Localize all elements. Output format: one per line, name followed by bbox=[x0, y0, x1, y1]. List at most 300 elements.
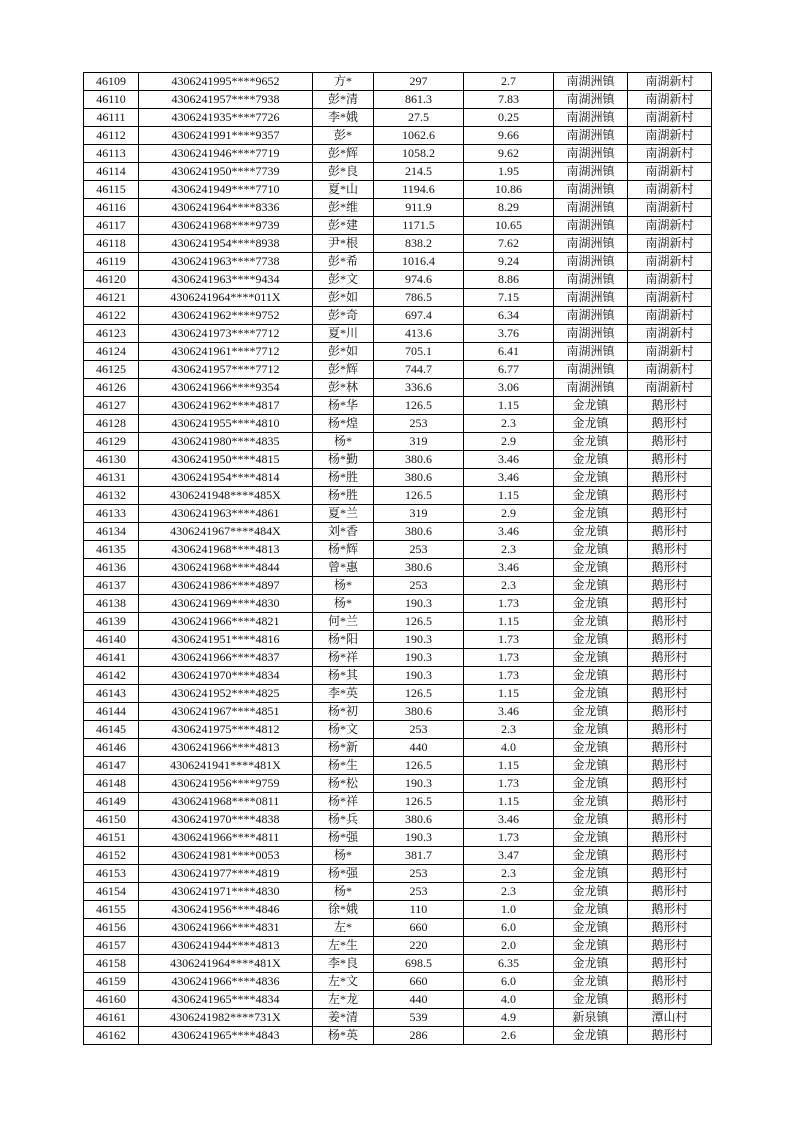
id-number-cell: 4306241961****7712 bbox=[139, 343, 313, 361]
town-cell: 南湖洲镇 bbox=[554, 145, 628, 163]
id-number-cell: 4306241965****4834 bbox=[139, 991, 313, 1009]
serial-number-cell: 46136 bbox=[84, 559, 139, 577]
amount-cell: 1171.5 bbox=[374, 217, 464, 235]
town-cell: 南湖洲镇 bbox=[554, 127, 628, 145]
town-cell: 南湖洲镇 bbox=[554, 199, 628, 217]
amount-cell: 413.6 bbox=[374, 325, 464, 343]
serial-number-cell: 46110 bbox=[84, 91, 139, 109]
table-row bbox=[84, 847, 712, 865]
amount-cell: 253 bbox=[374, 541, 464, 559]
amount-cell: 126.5 bbox=[374, 793, 464, 811]
town-cell: 金龙镇 bbox=[554, 793, 628, 811]
serial-number-cell: 46161 bbox=[84, 1009, 139, 1027]
village-cell: 鹅形村 bbox=[628, 631, 712, 649]
village-cell: 南湖新村 bbox=[628, 289, 712, 307]
town-cell: 南湖洲镇 bbox=[554, 289, 628, 307]
town-cell: 金龙镇 bbox=[554, 559, 628, 577]
town-cell: 南湖洲镇 bbox=[554, 253, 628, 271]
town-cell: 南湖洲镇 bbox=[554, 181, 628, 199]
table-row bbox=[84, 397, 712, 415]
name-cell: 杨*胜 bbox=[313, 469, 374, 487]
serial-number-cell: 46150 bbox=[84, 811, 139, 829]
table-row bbox=[84, 505, 712, 523]
amount-cell: 1016.4 bbox=[374, 253, 464, 271]
serial-number-cell: 46125 bbox=[84, 361, 139, 379]
town-cell: 金龙镇 bbox=[554, 937, 628, 955]
serial-number-cell: 46151 bbox=[84, 829, 139, 847]
id-number-cell: 4306241977****4819 bbox=[139, 865, 313, 883]
serial-number-cell: 46143 bbox=[84, 685, 139, 703]
town-cell: 南湖洲镇 bbox=[554, 379, 628, 397]
town-cell: 金龙镇 bbox=[554, 739, 628, 757]
name-cell: 杨* bbox=[313, 883, 374, 901]
serial-number-cell: 46130 bbox=[84, 451, 139, 469]
town-cell: 南湖洲镇 bbox=[554, 343, 628, 361]
town-cell: 金龙镇 bbox=[554, 955, 628, 973]
name-cell: 彭*奇 bbox=[313, 307, 374, 325]
table-row bbox=[84, 901, 712, 919]
name-cell: 杨*其 bbox=[313, 667, 374, 685]
id-number-cell: 4306241946****7719 bbox=[139, 145, 313, 163]
serial-number-cell: 46115 bbox=[84, 181, 139, 199]
area-cell: 2.9 bbox=[464, 433, 554, 451]
area-cell: 3.46 bbox=[464, 451, 554, 469]
village-cell: 鹅形村 bbox=[628, 667, 712, 685]
village-cell: 鹅形村 bbox=[628, 559, 712, 577]
table-row bbox=[84, 235, 712, 253]
amount-cell: 1194.6 bbox=[374, 181, 464, 199]
name-cell: 杨*初 bbox=[313, 703, 374, 721]
town-cell: 金龙镇 bbox=[554, 397, 628, 415]
amount-cell: 319 bbox=[374, 433, 464, 451]
serial-number-cell: 46117 bbox=[84, 217, 139, 235]
name-cell: 彭*如 bbox=[313, 289, 374, 307]
amount-cell: 380.6 bbox=[374, 451, 464, 469]
amount-cell: 440 bbox=[374, 739, 464, 757]
name-cell: 杨*文 bbox=[313, 721, 374, 739]
village-cell: 南湖新村 bbox=[628, 217, 712, 235]
serial-number-cell: 46141 bbox=[84, 649, 139, 667]
serial-number-cell: 46137 bbox=[84, 577, 139, 595]
village-cell: 鹅形村 bbox=[628, 415, 712, 433]
name-cell: 夏*山 bbox=[313, 181, 374, 199]
serial-number-cell: 46145 bbox=[84, 721, 139, 739]
area-cell: 1.15 bbox=[464, 613, 554, 631]
id-number-cell: 4306241956****4846 bbox=[139, 901, 313, 919]
table-row bbox=[84, 667, 712, 685]
village-cell: 鹅形村 bbox=[628, 865, 712, 883]
records-table bbox=[83, 72, 712, 1045]
name-cell: 杨*阳 bbox=[313, 631, 374, 649]
serial-number-cell: 46133 bbox=[84, 505, 139, 523]
village-cell: 鹅形村 bbox=[628, 937, 712, 955]
town-cell: 金龙镇 bbox=[554, 847, 628, 865]
name-cell: 杨*新 bbox=[313, 739, 374, 757]
id-number-cell: 4306241969****4830 bbox=[139, 595, 313, 613]
amount-cell: 190.3 bbox=[374, 649, 464, 667]
name-cell: 彭*辉 bbox=[313, 361, 374, 379]
table-row bbox=[84, 811, 712, 829]
table-row bbox=[84, 757, 712, 775]
id-number-cell: 4306241982****731X bbox=[139, 1009, 313, 1027]
area-cell: 2.7 bbox=[464, 73, 554, 91]
id-number-cell: 4306241954****4814 bbox=[139, 469, 313, 487]
id-number-cell: 4306241970****4838 bbox=[139, 811, 313, 829]
serial-number-cell: 46144 bbox=[84, 703, 139, 721]
table-row bbox=[84, 973, 712, 991]
village-cell: 鹅形村 bbox=[628, 451, 712, 469]
amount-cell: 705.1 bbox=[374, 343, 464, 361]
area-cell: 8.86 bbox=[464, 271, 554, 289]
village-cell: 南湖新村 bbox=[628, 379, 712, 397]
area-cell: 9.66 bbox=[464, 127, 554, 145]
village-cell: 鹅形村 bbox=[628, 919, 712, 937]
name-cell: 杨*胜 bbox=[313, 487, 374, 505]
id-number-cell: 4306241966****4813 bbox=[139, 739, 313, 757]
serial-number-cell: 46122 bbox=[84, 307, 139, 325]
table-row bbox=[84, 739, 712, 757]
village-cell: 鹅形村 bbox=[628, 775, 712, 793]
id-number-cell: 4306241951****4816 bbox=[139, 631, 313, 649]
amount-cell: 253 bbox=[374, 883, 464, 901]
amount-cell: 911.9 bbox=[374, 199, 464, 217]
serial-number-cell: 46114 bbox=[84, 163, 139, 181]
amount-cell: 190.3 bbox=[374, 595, 464, 613]
village-cell: 潭山村 bbox=[628, 1009, 712, 1027]
amount-cell: 110 bbox=[374, 901, 464, 919]
id-number-cell: 4306241962****9752 bbox=[139, 307, 313, 325]
id-number-cell: 4306241941****481X bbox=[139, 757, 313, 775]
table-row bbox=[84, 721, 712, 739]
name-cell: 彭*如 bbox=[313, 343, 374, 361]
area-cell: 1.15 bbox=[464, 757, 554, 775]
town-cell: 金龙镇 bbox=[554, 667, 628, 685]
id-number-cell: 4306241973****7712 bbox=[139, 325, 313, 343]
id-number-cell: 4306241966****4837 bbox=[139, 649, 313, 667]
serial-number-cell: 46139 bbox=[84, 613, 139, 631]
table-row bbox=[84, 595, 712, 613]
serial-number-cell: 46153 bbox=[84, 865, 139, 883]
area-cell: 4.0 bbox=[464, 991, 554, 1009]
table-row bbox=[84, 199, 712, 217]
town-cell: 金龙镇 bbox=[554, 649, 628, 667]
town-cell: 金龙镇 bbox=[554, 595, 628, 613]
id-number-cell: 4306241980****4835 bbox=[139, 433, 313, 451]
id-number-cell: 4306241964****481X bbox=[139, 955, 313, 973]
village-cell: 鹅形村 bbox=[628, 649, 712, 667]
id-number-cell: 4306241971****4830 bbox=[139, 883, 313, 901]
village-cell: 鹅形村 bbox=[628, 541, 712, 559]
town-cell: 金龙镇 bbox=[554, 775, 628, 793]
village-cell: 南湖新村 bbox=[628, 307, 712, 325]
name-cell: 夏*川 bbox=[313, 325, 374, 343]
amount-cell: 744.7 bbox=[374, 361, 464, 379]
name-cell: 杨*华 bbox=[313, 397, 374, 415]
area-cell: 7.83 bbox=[464, 91, 554, 109]
area-cell: 2.6 bbox=[464, 1027, 554, 1045]
village-cell: 鹅形村 bbox=[628, 433, 712, 451]
id-number-cell: 4306241966****4821 bbox=[139, 613, 313, 631]
town-cell: 南湖洲镇 bbox=[554, 307, 628, 325]
table-row bbox=[84, 451, 712, 469]
serial-number-cell: 46146 bbox=[84, 739, 139, 757]
town-cell: 南湖洲镇 bbox=[554, 163, 628, 181]
name-cell: 左*文 bbox=[313, 973, 374, 991]
id-number-cell: 4306241963****9434 bbox=[139, 271, 313, 289]
serial-number-cell: 46148 bbox=[84, 775, 139, 793]
amount-cell: 214.5 bbox=[374, 163, 464, 181]
table-row bbox=[84, 469, 712, 487]
id-number-cell: 4306241968****4813 bbox=[139, 541, 313, 559]
serial-number-cell: 46128 bbox=[84, 415, 139, 433]
area-cell: 1.73 bbox=[464, 829, 554, 847]
amount-cell: 190.3 bbox=[374, 829, 464, 847]
village-cell: 南湖新村 bbox=[628, 235, 712, 253]
village-cell: 鹅形村 bbox=[628, 487, 712, 505]
area-cell: 6.0 bbox=[464, 973, 554, 991]
name-cell: 杨*强 bbox=[313, 829, 374, 847]
serial-number-cell: 46126 bbox=[84, 379, 139, 397]
id-number-cell: 4306241964****011X bbox=[139, 289, 313, 307]
amount-cell: 698.5 bbox=[374, 955, 464, 973]
area-cell: 8.29 bbox=[464, 199, 554, 217]
amount-cell: 974.6 bbox=[374, 271, 464, 289]
village-cell: 鹅形村 bbox=[628, 883, 712, 901]
village-cell: 鹅形村 bbox=[628, 847, 712, 865]
table-row bbox=[84, 919, 712, 937]
id-number-cell: 4306241968****9739 bbox=[139, 217, 313, 235]
area-cell: 2.3 bbox=[464, 541, 554, 559]
amount-cell: 126.5 bbox=[374, 685, 464, 703]
serial-number-cell: 46131 bbox=[84, 469, 139, 487]
area-cell: 6.0 bbox=[464, 919, 554, 937]
village-cell: 鹅形村 bbox=[628, 757, 712, 775]
village-cell: 南湖新村 bbox=[628, 181, 712, 199]
amount-cell: 190.3 bbox=[374, 667, 464, 685]
town-cell: 金龙镇 bbox=[554, 433, 628, 451]
table-row bbox=[84, 73, 712, 91]
area-cell: 3.47 bbox=[464, 847, 554, 865]
amount-cell: 381.7 bbox=[374, 847, 464, 865]
serial-number-cell: 46129 bbox=[84, 433, 139, 451]
table-row bbox=[84, 253, 712, 271]
village-cell: 鹅形村 bbox=[628, 397, 712, 415]
serial-number-cell: 46152 bbox=[84, 847, 139, 865]
id-number-cell: 4306241966****9354 bbox=[139, 379, 313, 397]
village-cell: 鹅形村 bbox=[628, 613, 712, 631]
name-cell: 杨* bbox=[313, 595, 374, 613]
serial-number-cell: 46157 bbox=[84, 937, 139, 955]
amount-cell: 660 bbox=[374, 919, 464, 937]
id-number-cell: 4306241950****7739 bbox=[139, 163, 313, 181]
village-cell: 南湖新村 bbox=[628, 73, 712, 91]
table-row bbox=[84, 163, 712, 181]
amount-cell: 440 bbox=[374, 991, 464, 1009]
village-cell: 鹅形村 bbox=[628, 1027, 712, 1045]
id-number-cell: 4306241981****0053 bbox=[139, 847, 313, 865]
amount-cell: 380.6 bbox=[374, 703, 464, 721]
table-row bbox=[84, 613, 712, 631]
amount-cell: 190.3 bbox=[374, 631, 464, 649]
town-cell: 金龙镇 bbox=[554, 613, 628, 631]
area-cell: 1.15 bbox=[464, 685, 554, 703]
village-cell: 鹅形村 bbox=[628, 811, 712, 829]
area-cell: 1.73 bbox=[464, 775, 554, 793]
serial-number-cell: 46112 bbox=[84, 127, 139, 145]
area-cell: 3.76 bbox=[464, 325, 554, 343]
table-row bbox=[84, 343, 712, 361]
area-cell: 1.15 bbox=[464, 397, 554, 415]
name-cell: 杨* bbox=[313, 577, 374, 595]
area-cell: 10.65 bbox=[464, 217, 554, 235]
table-row bbox=[84, 361, 712, 379]
id-number-cell: 4306241952****4825 bbox=[139, 685, 313, 703]
village-cell: 南湖新村 bbox=[628, 343, 712, 361]
name-cell: 彭*辉 bbox=[313, 145, 374, 163]
village-cell: 鹅形村 bbox=[628, 577, 712, 595]
id-number-cell: 4306241963****4861 bbox=[139, 505, 313, 523]
area-cell: 10.86 bbox=[464, 181, 554, 199]
town-cell: 南湖洲镇 bbox=[554, 217, 628, 235]
serial-number-cell: 46147 bbox=[84, 757, 139, 775]
village-cell: 南湖新村 bbox=[628, 163, 712, 181]
table-row bbox=[84, 91, 712, 109]
id-number-cell: 4306241957****7938 bbox=[139, 91, 313, 109]
table-row bbox=[84, 127, 712, 145]
id-number-cell: 4306241957****7712 bbox=[139, 361, 313, 379]
table-row bbox=[84, 631, 712, 649]
name-cell: 曾*惠 bbox=[313, 559, 374, 577]
amount-cell: 697.4 bbox=[374, 307, 464, 325]
id-number-cell: 4306241967****484X bbox=[139, 523, 313, 541]
table-row bbox=[84, 1009, 712, 1027]
table-row bbox=[84, 109, 712, 127]
amount-cell: 786.5 bbox=[374, 289, 464, 307]
amount-cell: 220 bbox=[374, 937, 464, 955]
name-cell: 杨*英 bbox=[313, 1027, 374, 1045]
serial-number-cell: 46132 bbox=[84, 487, 139, 505]
area-cell: 3.46 bbox=[464, 559, 554, 577]
serial-number-cell: 46124 bbox=[84, 343, 139, 361]
amount-cell: 336.6 bbox=[374, 379, 464, 397]
name-cell: 杨*辉 bbox=[313, 541, 374, 559]
village-cell: 南湖新村 bbox=[628, 109, 712, 127]
village-cell: 南湖新村 bbox=[628, 91, 712, 109]
area-cell: 2.0 bbox=[464, 937, 554, 955]
area-cell: 3.46 bbox=[464, 523, 554, 541]
name-cell: 李*良 bbox=[313, 955, 374, 973]
name-cell: 彭*建 bbox=[313, 217, 374, 235]
area-cell: 1.73 bbox=[464, 649, 554, 667]
name-cell: 徐*娥 bbox=[313, 901, 374, 919]
id-number-cell: 4306241956****9759 bbox=[139, 775, 313, 793]
name-cell: 彭* bbox=[313, 127, 374, 145]
village-cell: 鹅形村 bbox=[628, 793, 712, 811]
serial-number-cell: 46149 bbox=[84, 793, 139, 811]
name-cell: 彭*文 bbox=[313, 271, 374, 289]
name-cell: 杨*煌 bbox=[313, 415, 374, 433]
id-number-cell: 4306241954****8938 bbox=[139, 235, 313, 253]
area-cell: 6.41 bbox=[464, 343, 554, 361]
town-cell: 金龙镇 bbox=[554, 865, 628, 883]
table-row bbox=[84, 955, 712, 973]
serial-number-cell: 46159 bbox=[84, 973, 139, 991]
id-number-cell: 4306241963****7738 bbox=[139, 253, 313, 271]
village-cell: 南湖新村 bbox=[628, 271, 712, 289]
id-number-cell: 4306241991****9357 bbox=[139, 127, 313, 145]
area-cell: 2.3 bbox=[464, 577, 554, 595]
area-cell: 6.35 bbox=[464, 955, 554, 973]
table-row bbox=[84, 145, 712, 163]
amount-cell: 380.6 bbox=[374, 559, 464, 577]
village-cell: 鹅形村 bbox=[628, 991, 712, 1009]
serial-number-cell: 46127 bbox=[84, 397, 139, 415]
id-number-cell: 4306241944****4813 bbox=[139, 937, 313, 955]
id-number-cell: 4306241964****8336 bbox=[139, 199, 313, 217]
table-row bbox=[84, 415, 712, 433]
id-number-cell: 4306241950****4815 bbox=[139, 451, 313, 469]
area-cell: 3.46 bbox=[464, 811, 554, 829]
id-number-cell: 4306241966****4836 bbox=[139, 973, 313, 991]
name-cell: 杨*祥 bbox=[313, 793, 374, 811]
town-cell: 金龙镇 bbox=[554, 991, 628, 1009]
area-cell: 2.3 bbox=[464, 721, 554, 739]
village-cell: 鹅形村 bbox=[628, 829, 712, 847]
village-cell: 鹅形村 bbox=[628, 973, 712, 991]
id-number-cell: 4306241970****4834 bbox=[139, 667, 313, 685]
village-cell: 鹅形村 bbox=[628, 901, 712, 919]
village-cell: 鹅形村 bbox=[628, 739, 712, 757]
table-row bbox=[84, 307, 712, 325]
name-cell: 左*生 bbox=[313, 937, 374, 955]
area-cell: 6.77 bbox=[464, 361, 554, 379]
id-number-cell: 4306241966****4831 bbox=[139, 919, 313, 937]
serial-number-cell: 46155 bbox=[84, 901, 139, 919]
area-cell: 7.15 bbox=[464, 289, 554, 307]
name-cell: 杨*松 bbox=[313, 775, 374, 793]
table-row bbox=[84, 991, 712, 1009]
town-cell: 南湖洲镇 bbox=[554, 91, 628, 109]
area-cell: 9.24 bbox=[464, 253, 554, 271]
area-cell: 9.62 bbox=[464, 145, 554, 163]
name-cell: 杨*生 bbox=[313, 757, 374, 775]
town-cell: 南湖洲镇 bbox=[554, 325, 628, 343]
table-row bbox=[84, 289, 712, 307]
serial-number-cell: 46111 bbox=[84, 109, 139, 127]
name-cell: 刘*香 bbox=[313, 523, 374, 541]
serial-number-cell: 46134 bbox=[84, 523, 139, 541]
table-row bbox=[84, 685, 712, 703]
id-number-cell: 4306241975****4812 bbox=[139, 721, 313, 739]
amount-cell: 126.5 bbox=[374, 613, 464, 631]
name-cell: 彭*林 bbox=[313, 379, 374, 397]
serial-number-cell: 46123 bbox=[84, 325, 139, 343]
amount-cell: 1062.6 bbox=[374, 127, 464, 145]
town-cell: 金龙镇 bbox=[554, 811, 628, 829]
serial-number-cell: 46109 bbox=[84, 73, 139, 91]
area-cell: 3.46 bbox=[464, 703, 554, 721]
id-number-cell: 4306241968****4844 bbox=[139, 559, 313, 577]
serial-number-cell: 46160 bbox=[84, 991, 139, 1009]
name-cell: 李*娥 bbox=[313, 109, 374, 127]
town-cell: 金龙镇 bbox=[554, 829, 628, 847]
town-cell: 金龙镇 bbox=[554, 523, 628, 541]
village-cell: 南湖新村 bbox=[628, 127, 712, 145]
table-row bbox=[84, 379, 712, 397]
town-cell: 金龙镇 bbox=[554, 901, 628, 919]
town-cell: 金龙镇 bbox=[554, 487, 628, 505]
amount-cell: 253 bbox=[374, 865, 464, 883]
